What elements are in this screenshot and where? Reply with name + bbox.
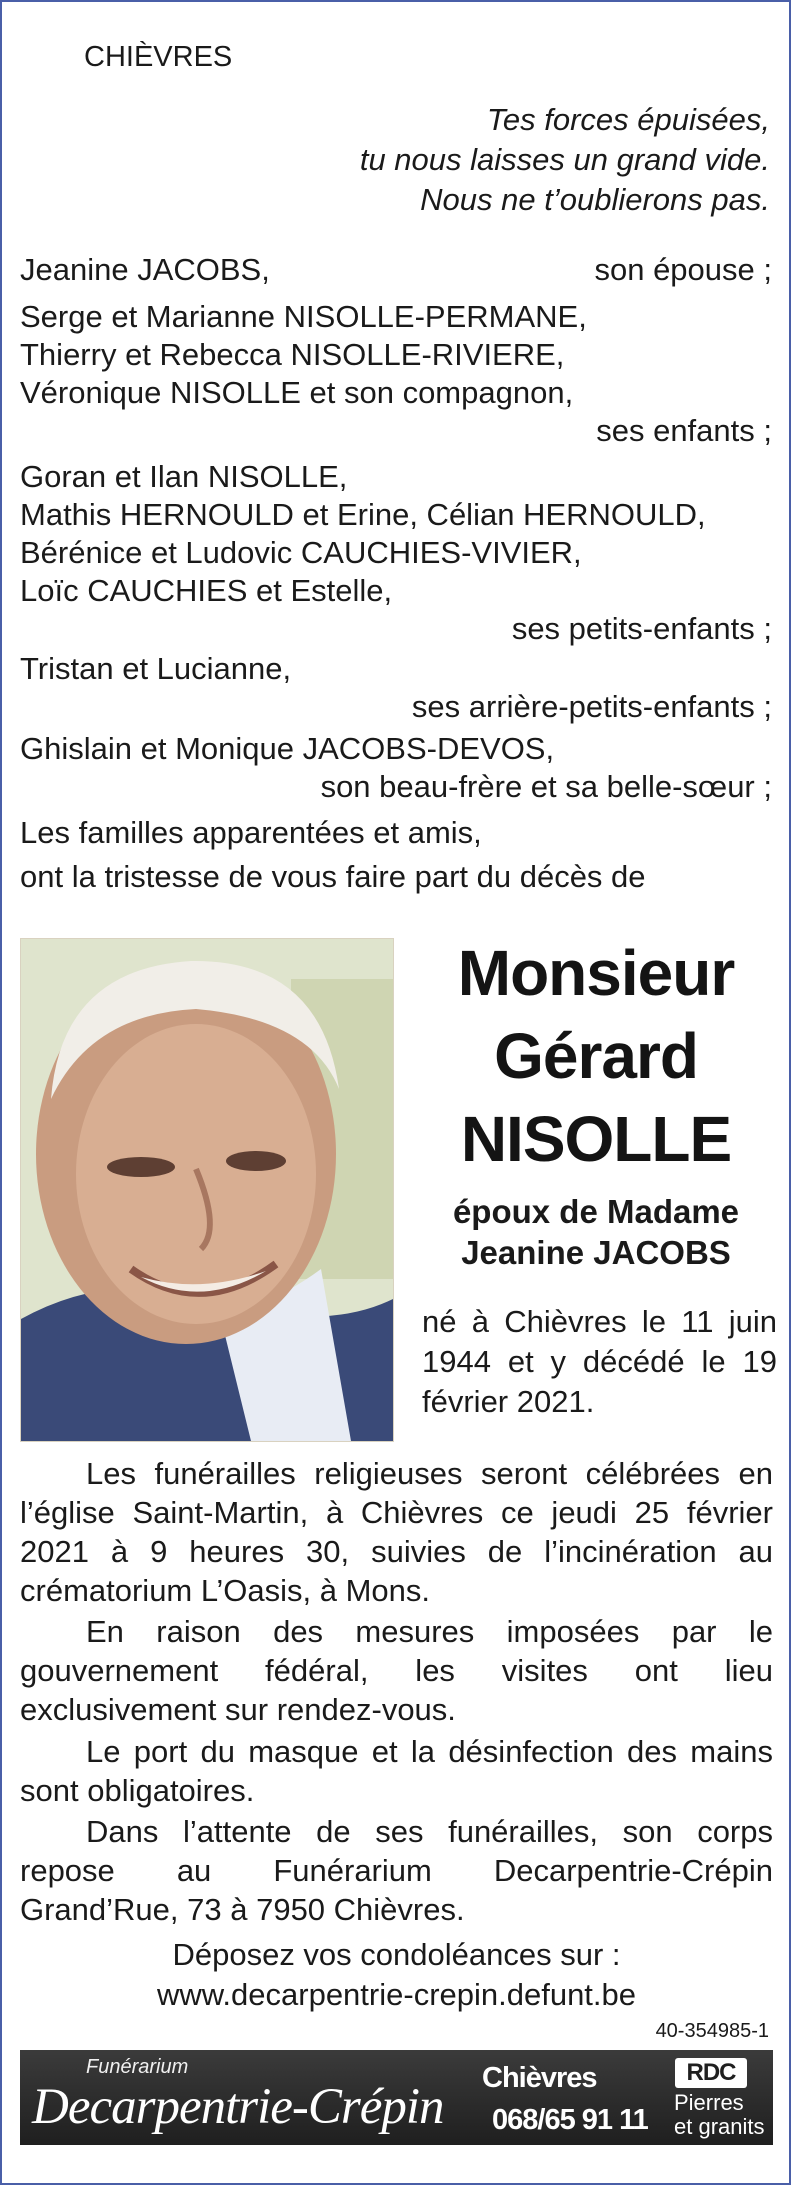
grandchild-entry: Bérénice et Ludovic CAUCHIES-VIVIER, xyxy=(20,535,582,570)
banner-label: Funérarium xyxy=(86,2056,189,2078)
funeral-home-banner xyxy=(20,2050,773,2145)
spouse-of-line: époux de Madame xyxy=(452,1193,740,1230)
deceased-first-name: Gérard xyxy=(494,1020,698,1092)
town-heading: CHIÈVRES xyxy=(84,41,233,73)
child-entry: Serge et Marianne NISOLLE-PERMANE, xyxy=(20,299,587,334)
quote-line: Tes forces épuisées, xyxy=(486,102,770,137)
child-entry: Véronique NISOLLE et son compagnon, xyxy=(20,375,574,410)
condolences-text: Déposez vos condoléances sur : xyxy=(172,1937,621,1972)
funeral-paragraph: Les funérailles religieuses seront célébrées en l’église Saint-Martin, à Chièvres ce jeudi 25 février 2021 à 9 heures 30, suivies de l’incinération au crématorium L’Oasis, à Mons. xyxy=(20,1456,773,1608)
portrait-illustration xyxy=(21,939,393,1441)
announcement-line: ont la tristesse de vous faire part du décès de xyxy=(20,859,646,894)
quote-line: tu nous laisses un grand vide. xyxy=(359,142,770,177)
child-entry: Thierry et Rebecca NISOLLE-RIVIERE, xyxy=(20,337,565,372)
great-grandchildren-relation: ses arrière-petits-enfants ; xyxy=(411,689,772,724)
children-relation: ses enfants ; xyxy=(596,413,772,448)
grandchild-entry: Goran et Ilan NISOLLE, xyxy=(20,459,348,494)
closing-line: Les familles apparentées et amis, xyxy=(20,815,482,850)
condolences-url[interactable]: www.decarpentrie-crepin.defunt.be xyxy=(156,1977,637,2012)
deceased-name-block xyxy=(412,932,780,1273)
spouse-name: Jeanine JACOBS, xyxy=(20,252,270,287)
grandchild-entry: Mathis HERNOULD et Erine, Célian HERNOULD, xyxy=(20,497,706,532)
grandchildren-relation: ses petits-enfants ; xyxy=(511,611,772,646)
in-laws-relation: son beau-frère et sa belle-sœur ; xyxy=(320,769,772,804)
banner-phone: 068/65 91 11 xyxy=(492,2104,648,2136)
deceased-title: Monsieur xyxy=(457,937,735,1009)
in-laws-entry: Ghislain et Monique JACOBS-DEVOS, xyxy=(20,731,555,766)
portrait-photo xyxy=(20,938,394,1442)
rdc-badge: RDC xyxy=(675,2058,747,2088)
spouse-relation: son épouse ; xyxy=(594,252,772,287)
repose-paragraph: Dans l’attente de ses funérailles, son corps repose au Funérarium Decarpentrie-Crépin Grand’Rue, 73 à 7950 Chièvres. xyxy=(20,1814,773,1927)
memorial-quote xyxy=(210,100,770,220)
grandchild-entry: Loïc CAUCHIES et Estelle, xyxy=(20,573,393,608)
mask-paragraph: Le port du masque et la désinfection des mains sont obligatoires. xyxy=(20,1734,773,1808)
deceased-last-name: NISOLLE xyxy=(460,1103,732,1175)
visits-paragraph: En raison des mesures imposées par le gouvernement fédéral, les visites ont lieu exclusivement sur rendez-vous. xyxy=(20,1614,773,1727)
reference-number: 40-354985-1 xyxy=(655,2020,769,2042)
banner-product-line: et granits xyxy=(674,2114,765,2139)
banner-city: Chièvres xyxy=(482,2062,597,2094)
birth-death-dates: né à Chièvres le 11 juin 1944 et y décédé le 19 février 2021. xyxy=(422,1304,777,1419)
spouse-entry xyxy=(20,250,772,289)
banner-product-line: Pierres xyxy=(674,2090,744,2115)
great-grandchild-entry: Tristan et Lucianne, xyxy=(20,651,292,686)
banner-company-name: Decarpentrie-Crépin xyxy=(32,2079,444,2135)
spouse-of-name: Jeanine JACOBS xyxy=(461,1234,731,1271)
quote-line: Nous ne t’oublierons pas. xyxy=(420,182,770,217)
